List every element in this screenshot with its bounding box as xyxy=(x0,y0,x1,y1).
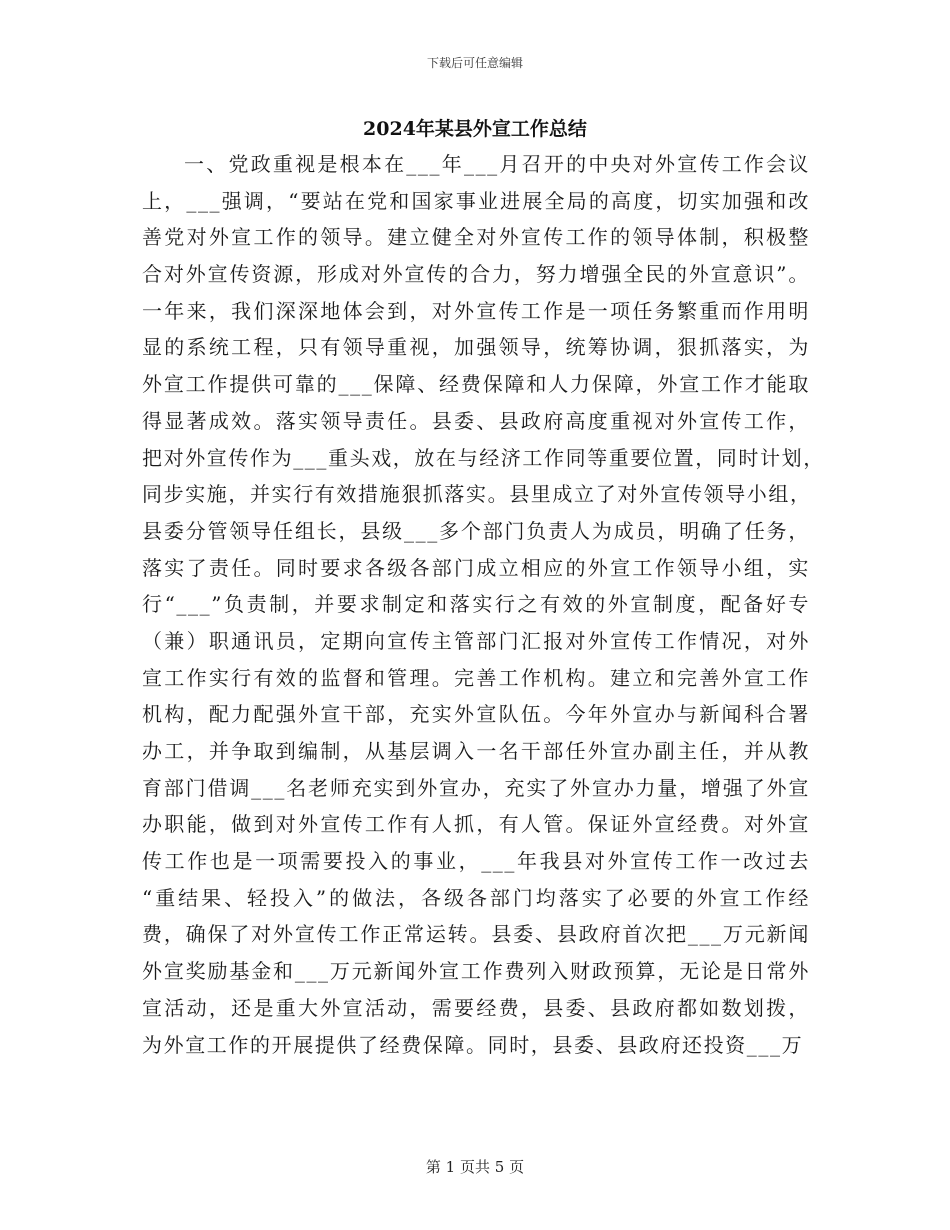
body-line: 落实了责任。同时要求各级各部门成立相应的外宣工作领导小组，实 xyxy=(142,555,810,580)
body-line: 显的系统工程，只有领导重视，加强领导，统筹协调，狠抓落实，为 xyxy=(142,335,810,360)
body-line: 传工作也是一项需要投入的事业，___年我县对外宣传工作一改过去 xyxy=(142,849,810,874)
body-line: （兼）职通讯员，定期向宣传主管部门汇报对外宣传工作情况，对外 xyxy=(142,628,810,653)
body-line: 宣活动，还是重大外宣活动，需要经费，县委、县政府都如数划拨， xyxy=(142,995,810,1020)
body-line: 办工，并争取到编制，从基层调入一名干部任外宣办副主任，并从教 xyxy=(142,739,810,763)
body-line: 一、党政重视是根本在___年___月召开的中央对外宣传工作会议 xyxy=(184,152,810,176)
body-line: 善党对外宣工作的领导。建立健全对外宣传工作的领导体制，积极整 xyxy=(142,225,810,250)
body-line: 一年来，我们深深地体会到，对外宣传工作是一项任务繁重而作用明 xyxy=(142,298,810,323)
header-note: 下载后可任意编辑 xyxy=(426,56,523,70)
body-line: 把对外宣传作为___重头戏，放在与经济工作同等重要位置，同时计划， xyxy=(142,445,825,470)
document-body xyxy=(142,146,825,1063)
body-line: 上，___强调，“要站在党和国家事业进展全局的高度，切实加强和改 xyxy=(142,188,810,213)
body-line: 宣工作实行有效的监督和管理。完善工作机构。建立和完善外宣工作 xyxy=(142,665,810,690)
document-title: 2024年某县外宣工作总结 xyxy=(363,118,587,140)
body-line: 为外宣工作的开展提供了经费保障。同时，县委、县政府还投资___万 xyxy=(142,1032,804,1057)
body-line: 机构，配力配强外宣干部，充实外宣队伍。今年外宣办与新闻科合署 xyxy=(142,702,810,727)
page-number: 第 1 页共 5 页 xyxy=(425,1158,525,1176)
body-line: 合对外宣传资源，形成对外宣传的合力，努力增强全民的外宣意识”。 xyxy=(142,262,810,287)
body-line: 县委分管领导任组长，县级___多个部门负责人为成员，明确了任务， xyxy=(142,518,810,543)
body-line: 得显著成效。落实领导责任。县委、县政府高度重视对外宣传工作， xyxy=(142,408,810,433)
body-line: “重结果、轻投入”的做法，各级各部门均落实了必要的外宣工作经 xyxy=(142,885,810,910)
body-line: 外宣奖励基金和___万元新闻外宣工作费列入财政预算，无论是日常外 xyxy=(142,959,810,984)
body-line: 育部门借调___名老师充实到外宣办，充实了外宣办力量，增强了外宣 xyxy=(142,775,810,800)
body-line: 外宣工作提供可靠的___保障、经费保障和人力保障，外宣工作才能取 xyxy=(142,372,810,397)
body-line: 办职能，做到对外宣传工作有人抓，有人管。保证外宣经费。对外宣 xyxy=(142,812,810,837)
body-line: 同步实施，并实行有效措施狠抓落实。县里成立了对外宣传领导小组， xyxy=(142,482,812,507)
body-line: 行“___”负责制，并要求制定和落实行之有效的外宣制度，配备好专 xyxy=(142,592,810,617)
body-line: 费，确保了对外宣传工作正常运转。县委、县政府首次把___万元新闻 xyxy=(142,922,810,947)
